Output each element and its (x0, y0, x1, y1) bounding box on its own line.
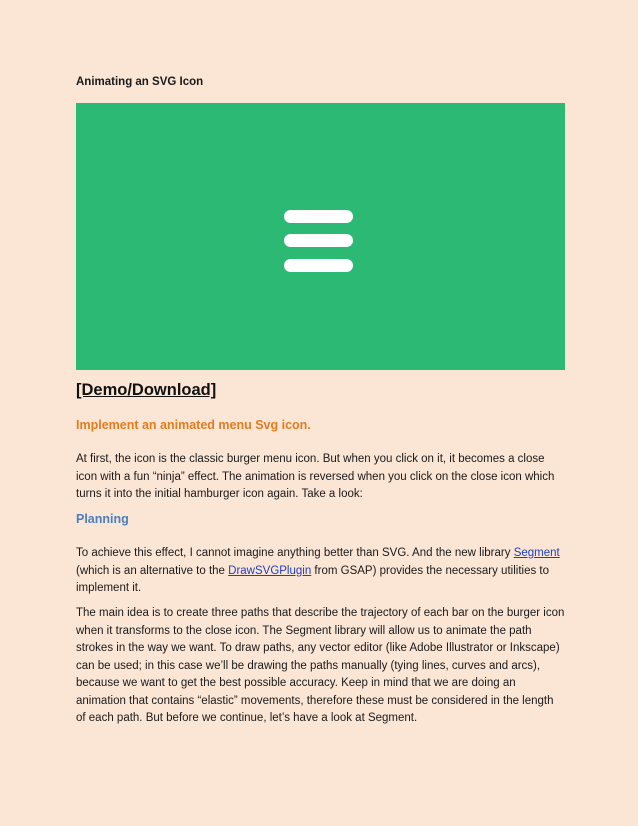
planning-text-1: To achieve this effect, I cannot imagine anything better than SVG. And the new library (76, 547, 514, 559)
planning-text-2: (which is an alternative to the (76, 564, 229, 577)
drawsvgplugin-link[interactable]: DrawSVGPlugin (228, 564, 312, 577)
hero-image (76, 103, 565, 370)
burger-bar-top (284, 210, 353, 223)
intro-paragraph: At first, the icon is the classic burger menu icon. But when you click on it, it becomes a close icon with a fun “ninja” effect. The animation is reversed when you click on the close icon which turns it into the initial hamburger icon again. Take a look: (76, 453, 555, 500)
section-heading-implement: Implement an animated menu Svg icon. (76, 418, 311, 432)
burger-bar-bottom (284, 259, 353, 272)
hamburger-menu-icon[interactable] (284, 210, 353, 272)
demo-download-link[interactable]: [Demo/Download] (76, 381, 217, 399)
burger-bar-middle (284, 234, 353, 247)
main-idea-paragraph: The main idea is to create three paths that describe the trajectory of each bar on the burger icon when it transforms to the close icon. The Segment library will allow us to animate the path strokes in the way we want. To draw paths, any vector editor (like Adobe Illustrator or Inkscape) can be used; in this case we’ll be drawing the paths manually (tying lines, curves and arcs), because we want to get the best possible accuracy. Keep in mind that we are doing an animation that contains “elastic” movements, therefore these must be considered in the length of each path. But before we continue, let’s have a look at Segment. (76, 607, 565, 724)
segment-link[interactable]: Segment (513, 547, 560, 559)
document-title: Animating an SVG Icon (76, 76, 204, 88)
planning-paragraph (76, 545, 566, 598)
planning-text-3: from GSAP) provides the necessary utilities to implement it. (76, 564, 549, 594)
section-heading-planning: Planning (76, 512, 129, 526)
